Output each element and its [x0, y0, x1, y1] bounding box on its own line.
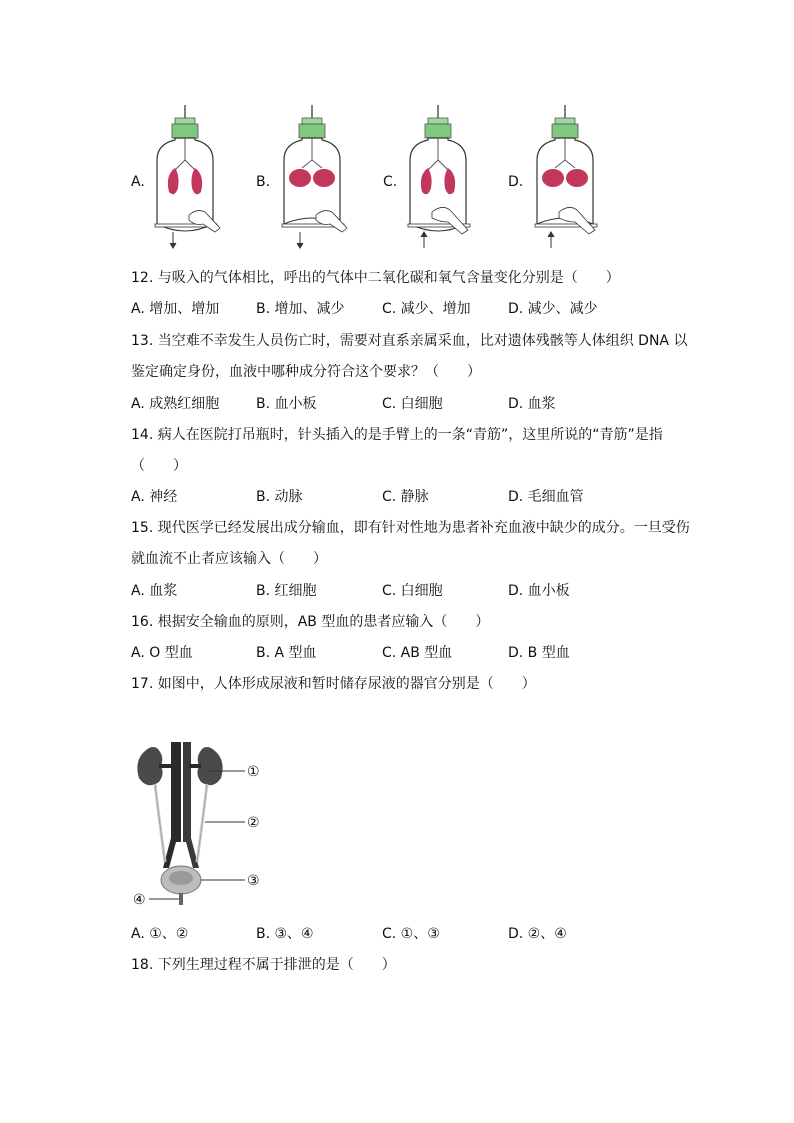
q16-stem: 16. 根据安全输血的原则，AB 型血的患者应输入（ ）	[131, 614, 490, 630]
q12-option-a[interactable]: A. 增加、增加	[131, 301, 220, 317]
bell-jar-d-diagram	[525, 100, 605, 260]
bell-jar-b-diagram	[272, 100, 352, 260]
q12-option-c[interactable]: C. 减少、增加	[382, 301, 471, 317]
figure-label-1: ①	[247, 764, 260, 780]
q17-option-c[interactable]: C. ①、③	[382, 926, 440, 942]
q17-stem: 17. 如图中，人体形成尿液和暂时储存尿液的器官分别是（ ）	[131, 676, 536, 692]
figure-label-2: ②	[247, 815, 260, 831]
q16-option-b[interactable]: B. A 型血	[256, 645, 317, 661]
q15-option-c[interactable]: C. 白细胞	[382, 583, 443, 599]
q15-option-a[interactable]: A. 血浆	[131, 583, 178, 599]
q14-stem-line1: 14. 病人在医院打吊瓶时，针头插入的是手臂上的一条“青筋”，这里所说的“青筋”是指	[131, 427, 663, 443]
urinary-system-diagram	[131, 738, 271, 910]
q14-stem-line2: （ ）	[131, 458, 187, 474]
q14-option-b[interactable]: B. 动脉	[256, 489, 303, 505]
q15-stem-line1: 15. 现代医学已经发展出成分输血，即有针对性地为患者补充血液中缺少的成分。一旦受伤	[131, 520, 690, 536]
q13-stem-line2: 鉴定确定身份，血液中哪种成分符合这个要求？（ ）	[131, 364, 481, 380]
q11-option-c-label: C.	[383, 174, 398, 190]
q17-option-d[interactable]: D. ②、④	[508, 926, 567, 942]
q12-option-d[interactable]: D. 减少、减少	[508, 301, 598, 317]
q16-option-c[interactable]: C. AB 型血	[382, 645, 453, 661]
q14-option-a[interactable]: A. 神经	[131, 489, 178, 505]
q15-stem-line2: 就血流不止者应该输入（ ）	[131, 551, 327, 567]
q14-option-d[interactable]: D. 毛细血管	[508, 489, 584, 505]
q13-option-d[interactable]: D. 血浆	[508, 396, 556, 412]
bell-jar-a-diagram	[145, 100, 225, 260]
q15-option-d[interactable]: D. 血小板	[508, 583, 570, 599]
q18-stem: 18. 下列生理过程不属于排泄的是（ ）	[131, 957, 396, 973]
q11-option-d-label: D.	[508, 174, 524, 190]
q17-option-b[interactable]: B. ③、④	[256, 926, 314, 942]
q13-option-a[interactable]: A. 成熟红细胞	[131, 396, 220, 412]
q17-option-a[interactable]: A. ①、②	[131, 926, 189, 942]
q13-option-b[interactable]: B. 血小板	[256, 396, 317, 412]
q15-option-b[interactable]: B. 红细胞	[256, 583, 317, 599]
bell-jar-c-diagram	[398, 100, 478, 260]
figure-label-3: ③	[247, 873, 260, 889]
q16-option-a[interactable]: A. O 型血	[131, 645, 193, 661]
figure-label-4: ④	[133, 892, 146, 908]
q11-option-a-label: A.	[131, 174, 145, 190]
q12-stem: 12. 与吸入的气体相比，呼出的气体中二氧化碳和氧气含量变化分别是（ ）	[131, 270, 620, 286]
q11-option-b-label: B.	[256, 174, 271, 190]
q13-stem-line1: 13. 当空难不幸发生人员伤亡时，需要对直系亲属采血，比对遗体残骸等人体组织 DNA 以	[131, 333, 688, 349]
q13-option-c[interactable]: C. 白细胞	[382, 396, 443, 412]
q16-option-d[interactable]: D. B 型血	[508, 645, 570, 661]
q14-option-c[interactable]: C. 静脉	[382, 489, 429, 505]
q12-option-b[interactable]: B. 增加、减少	[256, 301, 345, 317]
